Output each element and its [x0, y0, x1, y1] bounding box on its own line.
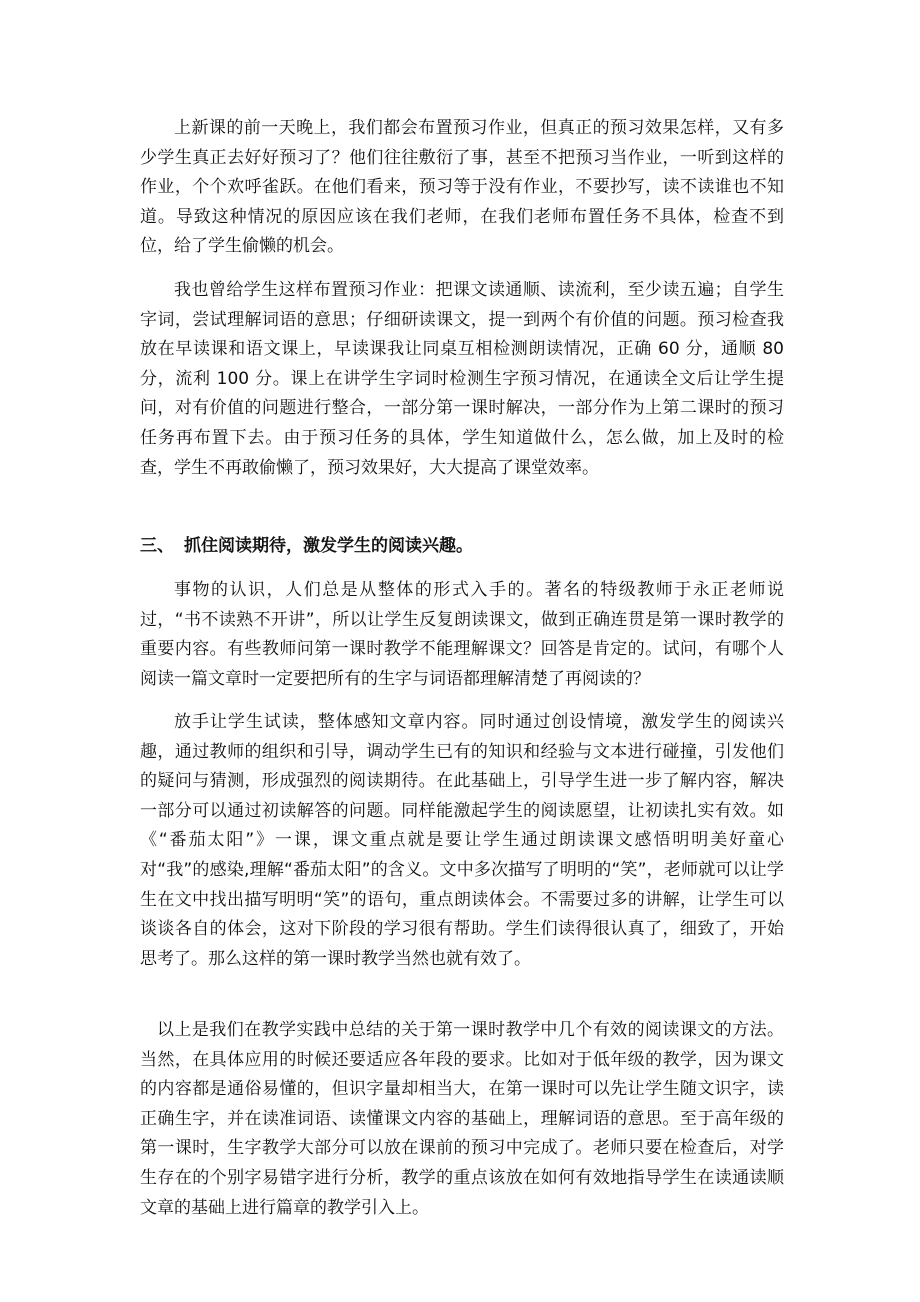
paragraph-summary: 以上是我们在教学实践中总结的关于第一课时教学中几个有效的阅读课文的方法。当然，在具体应用的时候还要适应各年段的要求。比如对于低年级的教学，因为课文的内容都是通俗易懂的，但识字量却相当大，在第一课时可以先让学生随文识字，读正确生字，并在读准词语、读懂课文内容的基础上，理解词语的意思。至于高年级的第一课时，生字教学大部分可以放在课前的预习中完成了。老师只要在检查后，对学生存在的个别字易错字进行分析，教学的重点该放在如何有效地指导学生在读通读顺文章的基础上进行篇章的教学引入上。: [140, 1020, 784, 1218]
section-number: 三、: [140, 536, 174, 556]
paragraph-trial-reading: 放手让学生试读，整体感知文章内容。同时通过创设情境，激发学生的阅读兴趣，通过教师的组织和引导，调动学生已有的知识和经验与文本进行碰撞，引发他们的疑问与猜测，形成强烈的阅读期待。在此基础上，引导学生进一步了解内容，解决一部分可以通过初读解答的问题。同样能激起学生的阅读愿望，让初读扎实有效。如《“番茄太阳”》一课，课文重点就是要让学生通过朗读课文感悟明明美好童心对“我”的感染,理解“番茄太阳”的含义。文中多次描写了明明的“笑”，老师就可以让学生在文中找出描写明明“笑”的语句，重点朗读体会。不需要过多的讲解，让学生可以谈谈各自的体会，这对下阶段的学习很有帮助。学生们读得很认真了，细致了，开始思考了。那么这样的第一课时教学当然也就有效了。: [140, 712, 784, 969]
paragraph-preview-homework: 上新课的前一天晚上，我们都会布置预习作业，但真正的预习效果怎样，又有多少学生真正去好好预习了？他们往往敷衍了事，甚至不把预习当作业，一听到这样的作业，个个欢呼雀跃。在他们看来，预习等于没有作业，不要抄写，读不读谁也不知道。导致这种情况的原因应该在我们老师，在我们老师布置任务不具体，检查不到位，给了学生偷懒的机会。: [140, 118, 784, 257]
section-title: 抓住阅读期待，激发学生的阅读兴趣。: [184, 536, 473, 556]
paragraph-holistic-reading: 事物的认识，人们总是从整体的形式入手的。著名的特级教师于永正老师说过，“书不读熟不开讲”，所以让学生反复朗读课文，做到正确连贯是第一课时教学的重要内容。有些教师问第一课时教学不能理解课文？回答是肯定的。试问，有哪个人阅读一篇文章时一定要把所有的生字与词语都理解清楚了再阅读的？: [140, 580, 784, 689]
section-heading: [140, 532, 784, 562]
paragraph-preview-assignment: 我也曾给学生这样布置预习作业：把课文读通顺、读流利，至少读五遍；自学生字词，尝试理解词语的意思；仔细研读课文，提一到两个有价值的问题。预习检查我放在早读课和语文课上，早读课我让同桌互相检测朗读情况，正确 60 分，通顺 80 分，流利 100 分。课上在讲学生字词时检测生字预习情况，在通读全文后让学生提问，对有价值的问题进行整合，一部分第一课时解决，一部分作为上第二课时的预习任务再布置下去。由于预习任务的具体，学生知道做什么，怎么做，加上及时的检查，学生不再敢偷懒了，预习效果好，大大提高了课堂效率。: [140, 280, 784, 478]
